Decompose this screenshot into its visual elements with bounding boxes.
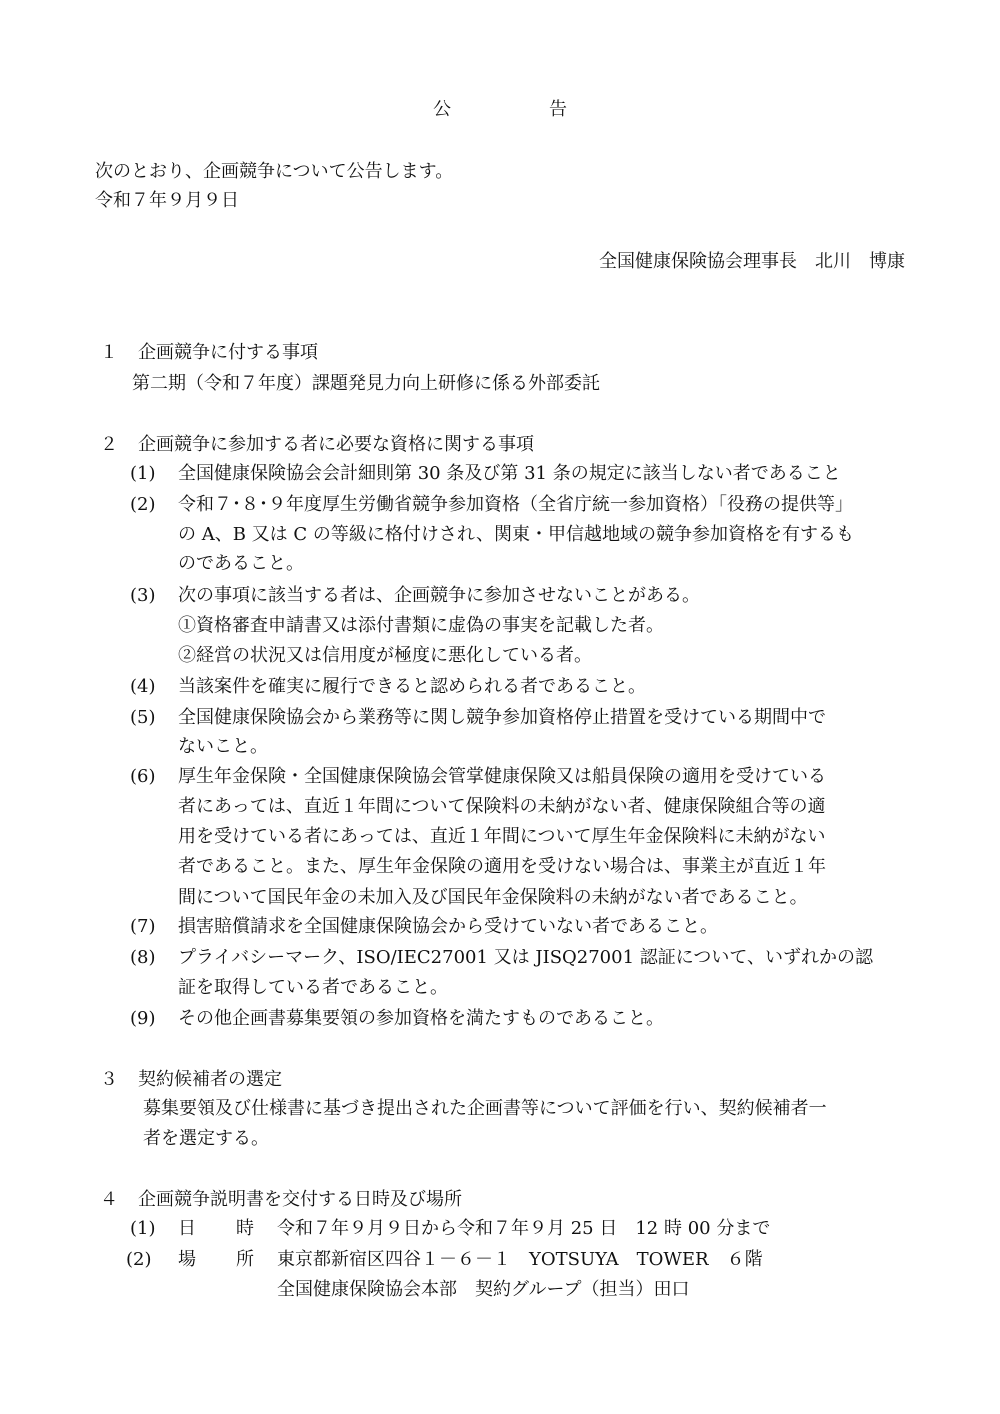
s2-item-3-number: (3) [130,585,156,606]
page-title [0,98,1000,122]
s2-item-8-line-2: 証を取得している者であること。 [178,977,448,998]
s4-item-1-label-2: 時 [236,1218,254,1239]
section-2-number: ２ [100,434,118,455]
s2-item-5-line-1: 全国健康保険協会から業務等に関し競争参加資格停止措置を受けている期間中で [178,707,826,728]
title-char-1: 公 [433,99,451,120]
s2-item-8-number: (8) [130,947,156,968]
section-3-number: ３ [100,1069,118,1090]
section-4-heading: 企画競争説明書を交付する日時及び場所 [138,1189,462,1210]
s2-item-3-line-1: 次の事項に該当する者は、企画競争に参加させないことがある。 [178,585,700,606]
s2-item-5-number: (5) [130,707,156,728]
section-1-heading: 企画競争に付する事項 [138,342,318,363]
s2-item-9-number: (9) [130,1008,156,1029]
s2-item-1-number: (1) [130,463,156,484]
s2-item-6-line-3: 用を受けている者にあっては、直近１年間について厚生年金保険料に未納がない [178,826,826,847]
s4-item-2-number: (2) [126,1249,152,1270]
s4-item-1-label-1: 日 [178,1218,196,1239]
section-2-heading: 企画競争に参加する者に必要な資格に関する事項 [138,434,534,455]
s4-item-2-value-2: 全国健康保険協会本部 契約グループ（担当）田口 [277,1279,690,1300]
s4-item-1-number: (1) [130,1218,156,1239]
s2-item-2-line-2: の A、B 又は C の等級に格付けされ、関東・甲信越地域の競争参加資格を有するも [178,524,854,545]
s4-item-1-value: 令和７年９月９日から令和７年９月 25 日 12 時 00 分まで [277,1218,771,1239]
s2-item-7-line-1: 損害賠償請求を全国健康保険協会から受けていない者であること。 [178,916,718,937]
s2-item-3-line-2: ①資格審査申請書又は添付書類に虚偽の事実を記載した者。 [178,615,664,636]
title-char-2: 告 [549,99,567,120]
section-1-body: 第二期（令和７年度）課題発見力向上研修に係る外部委託 [132,373,600,394]
s2-item-4-line-1: 当該案件を確実に履行できると認められる者であること。 [178,676,646,697]
s2-item-6-line-4: 者であること。また、厚生年金保険の適用を受けない場合は、事業主が直近１年 [178,856,826,877]
s2-item-6-line-1: 厚生年金保険・全国健康保険協会管掌健康保険又は船員保険の適用を受けている [178,766,826,787]
s2-item-7-number: (7) [130,916,156,937]
s2-item-4-number: (4) [130,676,156,697]
notice-date: 令和７年９月９日 [95,190,239,211]
section-1-number: １ [100,342,118,363]
s4-item-2-label-2: 所 [236,1249,254,1270]
s4-item-2-value: 東京都新宿区四谷１－６－１ YOTSUYA TOWER ６階 [277,1249,763,1270]
intro-text: 次のとおり、企画競争について公告します。 [95,161,454,182]
s2-item-6-line-5: 間について国民年金の未加入及び国民年金保険料の未納がない者であること。 [178,887,808,908]
s2-item-8-line-1: プライバシーマーク、ISO/IEC27001 又は JISQ27001 認証について、いずれかの認 [178,947,874,968]
issuer-name: 全国健康保険協会理事長 北川 博康 [599,251,905,272]
s4-item-2-label-1: 場 [178,1249,196,1270]
s2-item-3-line-3: ②経営の状況又は信用度が極度に悪化している者。 [178,645,592,666]
s2-item-2-line-1: 令和７･８･９年度厚生労働省競争参加資格（全省庁統一参加資格）「役務の提供等」 [178,494,853,515]
s2-item-5-line-2: ないこと。 [178,736,268,757]
s2-item-2-line-3: のであること。 [178,553,304,574]
s2-item-6-number: (6) [130,766,156,787]
section-3-line-2: 者を選定する。 [143,1128,269,1149]
s2-item-9-line-1: その他企画書募集要領の参加資格を満たすものであること。 [178,1008,664,1029]
s2-item-2-number: (2) [130,494,156,515]
s2-item-1-line-1: 全国健康保険協会会計細則第 30 条及び第 31 条の規定に該当しない者であること [178,463,841,484]
section-3-line-1: 募集要領及び仕様書に基づき提出された企画書等について評価を行い、契約候補者一 [143,1098,827,1119]
section-4-number: ４ [100,1189,118,1210]
s2-item-6-line-2: 者にあっては、直近１年間について保険料の未納がない者、健康保険組合等の適 [178,796,826,817]
section-3-heading: 契約候補者の選定 [138,1069,282,1090]
